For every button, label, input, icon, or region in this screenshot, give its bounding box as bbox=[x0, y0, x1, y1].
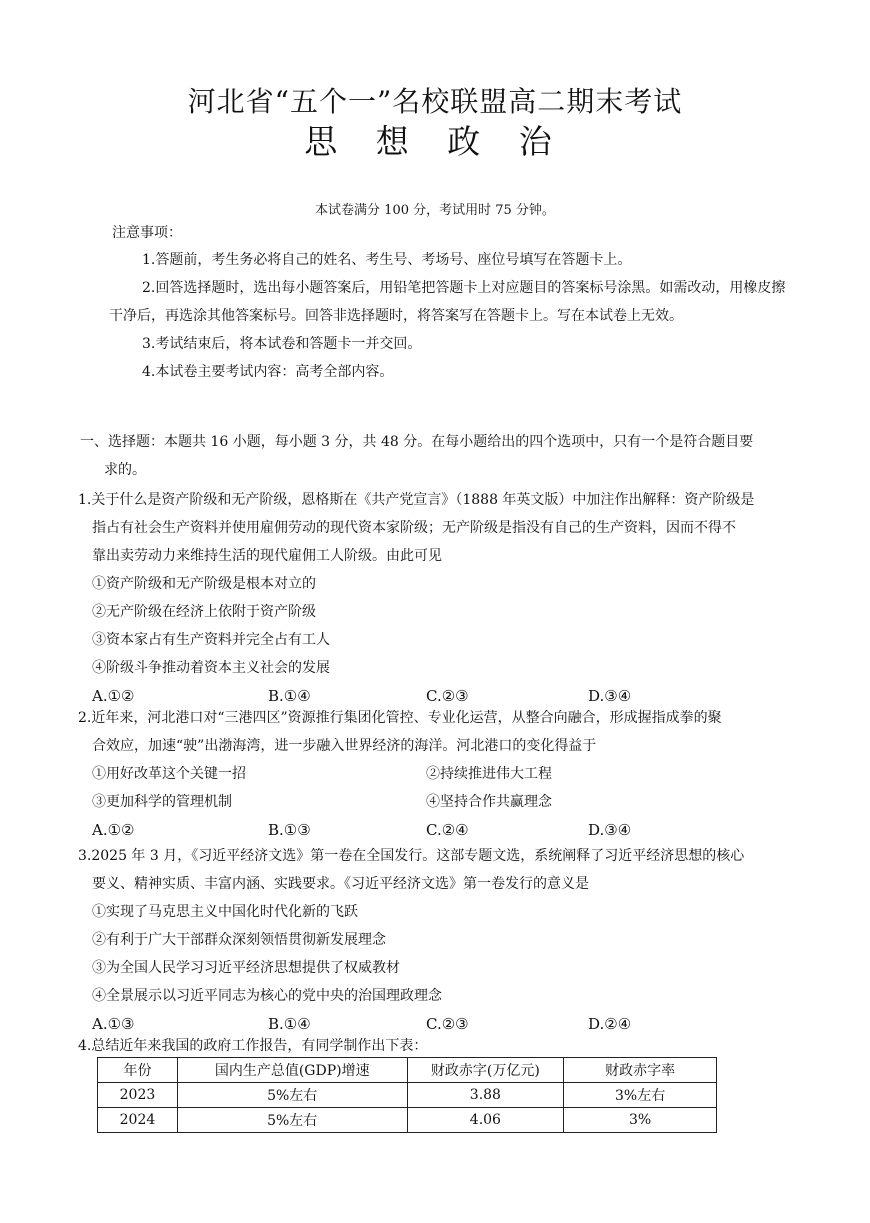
table-cell: 3%左右 bbox=[564, 1083, 717, 1108]
exam-info: 本试卷满分 100 分，考试用时 75 分钟。 bbox=[315, 203, 555, 218]
exam-title: 河北省“五个一”名校联盟高二期末考试 bbox=[187, 85, 683, 118]
section-heading bbox=[80, 428, 800, 484]
choice-c: C.②④ bbox=[426, 821, 469, 839]
table-cell: 5%左右 bbox=[177, 1108, 407, 1133]
table-row bbox=[98, 1083, 717, 1108]
data-table bbox=[97, 1057, 717, 1133]
notice-list bbox=[109, 246, 789, 386]
question-2 bbox=[78, 704, 798, 842]
option-row bbox=[78, 788, 798, 816]
choice-d: D.③④ bbox=[588, 821, 632, 839]
choice-b: B.①③ bbox=[268, 821, 311, 839]
choice-d: D.③④ bbox=[588, 687, 632, 705]
choice-a: A.①② bbox=[92, 687, 135, 705]
column-header: 财政赤字(万亿元) bbox=[407, 1058, 564, 1083]
notice-item: 1.答题前，考生务必将自己的姓名、考生号、考场号、座位号填写在答题卡上。 bbox=[142, 252, 632, 268]
option-statement: ③资本家占有生产资料并完全占有工人 bbox=[92, 632, 330, 648]
option-statement: ②有利于广大干部群众深刻领悟贯彻新发展理念 bbox=[92, 932, 386, 948]
choice-d: D.②④ bbox=[588, 1015, 632, 1033]
notice-item: 4.本试卷主要考试内容：高考全部内容。 bbox=[142, 364, 394, 380]
table-cell: 2024 bbox=[98, 1108, 178, 1133]
subject-title: 思 想 政 治 bbox=[304, 122, 566, 161]
notice-item: 3.考试结束后，将本试卷和答题卡一并交回。 bbox=[142, 336, 422, 352]
section-line: 一、选择题：本题共 16 小题，每小题 3 分，共 48 分。在每小题给出的四个选项中，只有一个是符合题目要 bbox=[80, 434, 754, 450]
choice-b: B.①④ bbox=[268, 1015, 311, 1033]
question-stem: 1.关于什么是资产阶级和无产阶级，恩格斯在《共产党宣言》（1888 年英文版）中加注作出解释：资产阶级是 bbox=[78, 492, 755, 508]
choice-a: A.①② bbox=[92, 821, 135, 839]
option-statement: ④坚持合作共赢理念 bbox=[426, 794, 552, 810]
option-statement: ①实现了马克思主义中国化时代化新的飞跃 bbox=[92, 904, 358, 920]
option-statement: ①资产阶级和无产阶级是根本对立的 bbox=[92, 576, 316, 592]
table-row bbox=[98, 1108, 717, 1133]
table-cell: 3% bbox=[564, 1108, 717, 1133]
column-header: 财政赤字率 bbox=[564, 1058, 717, 1083]
question-stem: 4.总结近年来我国的政府工作报告，有同学制作出下表： bbox=[78, 1038, 428, 1054]
option-statement: ③为全国人民学习习近平经济思想提供了权威教材 bbox=[92, 960, 400, 976]
section-line: 求的。 bbox=[104, 462, 146, 478]
question-stem: 靠出卖劳动力来维持生活的现代雇佣工人阶级。由此可见 bbox=[92, 548, 442, 564]
notice-heading: 注意事项： bbox=[112, 225, 182, 241]
table-cell: 5%左右 bbox=[177, 1083, 407, 1108]
option-statement: ③更加科学的管理机制 bbox=[92, 794, 232, 810]
question-3 bbox=[78, 842, 798, 1036]
column-header: 国内生产总值(GDP)增速 bbox=[177, 1058, 407, 1083]
option-statement: ②持续推进伟大工程 bbox=[426, 766, 552, 782]
choice-c: C.②③ bbox=[426, 1015, 469, 1033]
table-cell: 2023 bbox=[98, 1083, 178, 1108]
table-cell: 4.06 bbox=[407, 1108, 564, 1133]
notice-item: 2.回答选择题时，选出每小题答案后，用铅笔把答题卡上对应题目的答案标号涂黑。如需改动，用橡皮擦干净后，再选涂其他答案标号。回答非选择题时，将答案写在答题卡上。写在本试卷上无效。 bbox=[109, 280, 786, 324]
option-statement: ①用好改革这个关键一招 bbox=[92, 766, 246, 782]
question-stem: 合效应，加速“驶”出渤海湾，进一步融入世界经济的海洋。河北港口的变化得益于 bbox=[92, 738, 597, 754]
table-header-row bbox=[98, 1058, 717, 1083]
table-cell: 3.88 bbox=[407, 1083, 564, 1108]
option-row bbox=[78, 760, 798, 788]
choice-a: A.①③ bbox=[92, 1015, 135, 1033]
option-statement: ④阶级斗争推动着资本主义社会的发展 bbox=[92, 660, 330, 676]
option-statement: ④全景展示以习近平同志为核心的党中央的治国理政理念 bbox=[92, 988, 442, 1004]
column-header: 年份 bbox=[98, 1058, 178, 1083]
question-stem: 指占有社会生产资料并使用雇佣劳动的现代资本家阶级；无产阶级是指没有自己的生产资料，因而不得不 bbox=[92, 520, 736, 536]
option-statement: ②无产阶级在经济上依附于资产阶级 bbox=[92, 604, 316, 620]
question-stem: 3.2025 年 3 月，《习近平经济文选》第一卷在全国发行。这部专题文选，系统阐释了习近平经济思想的核心 bbox=[78, 848, 745, 864]
answer-choices bbox=[78, 816, 798, 842]
choice-b: B.①④ bbox=[268, 687, 311, 705]
question-stem: 2.近年来，河北港口对“三港四区”资源推行集团化管控、专业化运营，从整合向融合，形成握指成拳的聚 bbox=[78, 710, 722, 726]
question-4 bbox=[78, 1032, 798, 1060]
choice-c: C.②③ bbox=[426, 687, 469, 705]
question-1 bbox=[78, 486, 798, 708]
question-stem: 要义、精神实质、丰富内涵、实践要求。《习近平经济文选》第一卷发行的意义是 bbox=[92, 876, 589, 892]
